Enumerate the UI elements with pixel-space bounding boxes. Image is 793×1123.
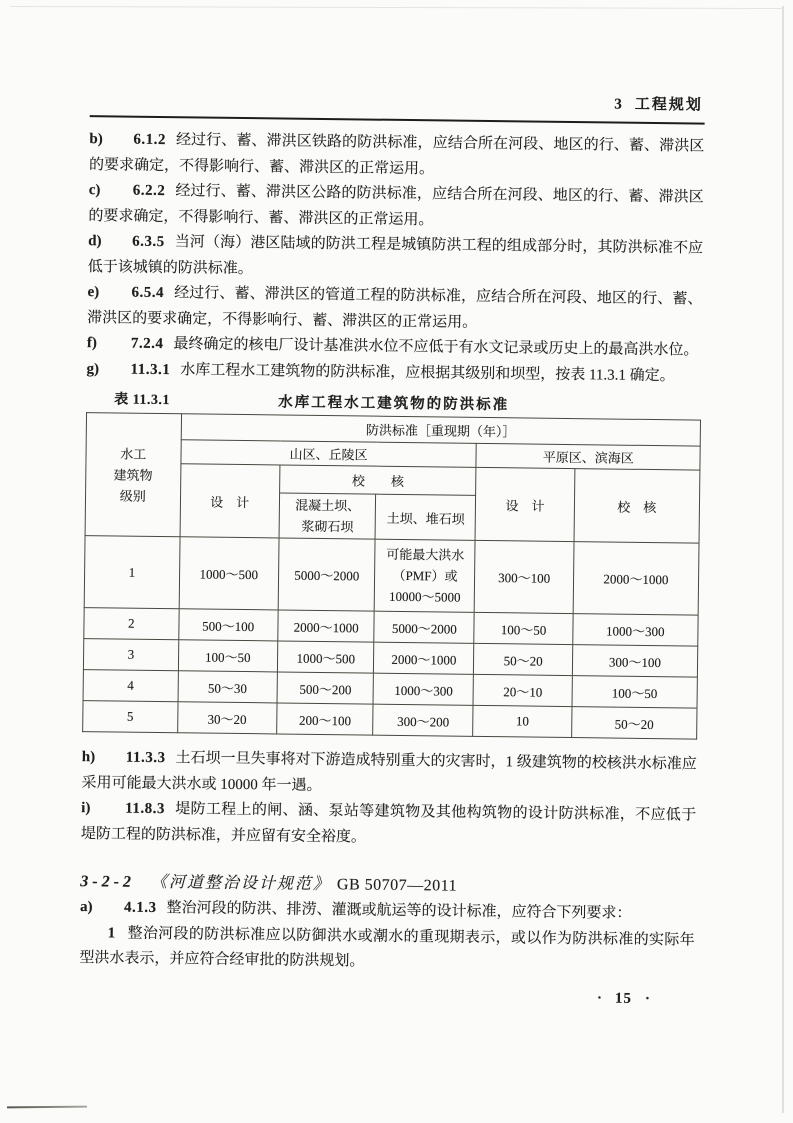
chapter-number: 3 [614,96,623,113]
paragraph-d [88,229,704,288]
table-cell: 50～20 [571,707,697,740]
table-row [84,536,699,615]
table-cell: 300～200 [373,704,473,736]
table-cell: 5 [83,701,178,733]
scan-artifact-line [7,1106,87,1109]
table-cell: 1000～300 [373,673,473,705]
header-structure-level: 水工 建筑物 级别 [85,413,181,537]
paragraph-label: c) [88,182,101,199]
sub-item-1 [79,921,695,980]
table-cell: 100～50 [572,676,698,709]
clause-ref: 6.3.5 [132,233,165,251]
sub-item-number: 1 [107,924,116,941]
page-number-dot-right: · [644,990,651,1007]
paragraph-text: 经过行、蓄、滞洪区公路的防洪标准，应结合所在河段、地区的行、蓄、滞洪区的要求确定，不得影响行、蓄、滞洪区的正常运用。 [88,183,704,228]
paragraph-label: f) [86,335,98,352]
table-caption [86,388,701,416]
paragraph-text: 堤防工程上的闸、涵、泵站等建筑物及其他构筑物的设计防洪标准，不应低于堤防工程的防洪标准，并应留有安全裕度。 [80,801,697,846]
clause-ref: 6.2.2 [132,182,166,200]
table-cell: 30～20 [177,702,277,734]
table-cell: 2000～1000 [278,610,375,642]
paragraph-text: 水库工程水工建筑物的防洪标准，应根据其级别和坝型，按表 11.3.1 确定。 [180,361,675,384]
table-row [83,701,697,739]
running-header [90,86,705,115]
header-design-mountain: 设 计 [180,464,280,538]
chapter-title: 工程规划 [634,96,703,114]
page-number [79,984,694,1009]
table-caption-title: 水库工程水工建筑物的防洪标准 [278,394,510,414]
table-cell: 300～100 [475,540,574,613]
table-cell: 100～50 [178,640,278,672]
paragraph-text: 最终确定的核电厂设计基准洪水位不应低于有水文记录或历史上的最高洪水位。 [173,336,699,359]
header-plain-coastal: 平原区、滨海区 [476,443,700,470]
table-cell: 1000～500 [277,641,374,673]
paragraph-text: 整治河段的防洪标准应以防御洪水或潮水的重现期表示，或以作为防洪标准的实际年型洪水表示，并应符合经审批的防洪规划。 [79,925,695,970]
paragraph-label: b) [89,131,103,148]
paragraph-i [81,796,697,855]
paragraph-e [87,280,703,339]
table-cell: 500～100 [178,609,278,641]
paragraph-b [89,127,705,186]
table-cell: 1 [84,536,179,609]
paragraph-label: i) [81,800,91,817]
header-design-plain: 设 计 [475,467,574,541]
table-cell: 300～100 [572,645,698,678]
paragraph-label: e) [87,284,100,301]
paragraph-c [88,178,704,237]
table-cell: 4 [83,670,178,702]
table-cell: 1000～500 [179,537,279,610]
table-cell: 100～50 [474,612,573,644]
paragraph-text: 整治河段的防洪、排涝、灌溉或航运等的设计标准，应符合下列要求： [166,900,632,922]
table-cell: 5000～2000 [278,538,375,611]
header-flood-standard: 防洪标准［重现期（年）］ [181,414,701,446]
table-cell: 10 [473,705,572,737]
paragraph-text: 经过行、蓄、滞洪区铁路的防洪标准，应结合所在河段、地区的行、蓄、滞洪区的要求确定，不得影响行、蓄、滞洪区的正常运用。 [88,132,705,177]
section-standard-code: GB 50707—2011 [336,876,458,895]
table-cell: 500～200 [277,672,374,704]
paragraph-label: a) [79,899,93,916]
table-cell: 200～100 [277,703,374,735]
clause-ref: 7.2.4 [130,335,164,353]
header-rule [90,115,705,125]
paragraph-text: 土石坝一旦失事将对下游造成特别重大的灾害时，1 级建筑物的校核洪水标准应采用可能最大洪水或 10000 年一遇。 [81,750,697,794]
paragraph-label: h) [81,749,96,766]
clause-ref: 6.1.2 [133,131,166,149]
clause-ref: 11.3.3 [125,749,166,767]
paragraph-label: g) [86,360,100,377]
clause-ref: 4.1.3 [123,899,157,916]
paragraph-text: 经过行、蓄、滞洪区的管道工程的防洪标准，应结合所在河段、地区的行、蓄、滞洪区的要求确定，不得影响行、蓄、滞洪区的正常运用。 [87,285,703,331]
page-number-value: 15 [614,990,633,1007]
header-check-plain: 校 核 [574,469,700,544]
paragraph-label: d) [88,233,102,250]
flood-standard-table [82,412,701,739]
table-cell: 2000～1000 [374,642,474,674]
section-book-title: 《河道整治设计规范》 [150,873,332,894]
table-cell: 50～30 [178,671,278,703]
clause-ref: 11.8.3 [125,800,166,818]
table-cell: 可能最大洪水 （PMF）或 10000～5000 [375,539,476,612]
section-number: 3-2-2 [80,873,136,891]
clause-ref: 6.5.4 [131,284,165,302]
paragraph-h [81,745,697,804]
table-cell: 1000～300 [572,614,698,647]
table-cell: 2000～1000 [573,542,699,616]
clause-ref: 11.3.1 [130,361,171,378]
table-caption-label: 表 11.3.1 [114,392,171,409]
header-mountain-hill: 山区、丘陵区 [180,440,476,468]
table-cell: 5000～2000 [374,611,474,643]
table-cell: 20～10 [473,674,572,706]
table-cell: 3 [83,639,178,671]
table-cell: 50～20 [474,643,573,675]
header-concrete-masonry-dam: 混凝土坝、 浆砌石坝 [279,493,376,539]
paragraph-text: 当河（海）港区陆域的防洪工程是城镇防洪工程的组成部分时，其防洪标准不应低于该城镇的防洪标准。 [87,234,704,277]
page-number-dot-left: · [596,989,603,1006]
header-check-mountain: 校 核 [280,465,477,495]
header-earth-rockfill-dam: 土坝、堆石坝 [375,494,476,540]
table-cell: 2 [84,608,179,640]
